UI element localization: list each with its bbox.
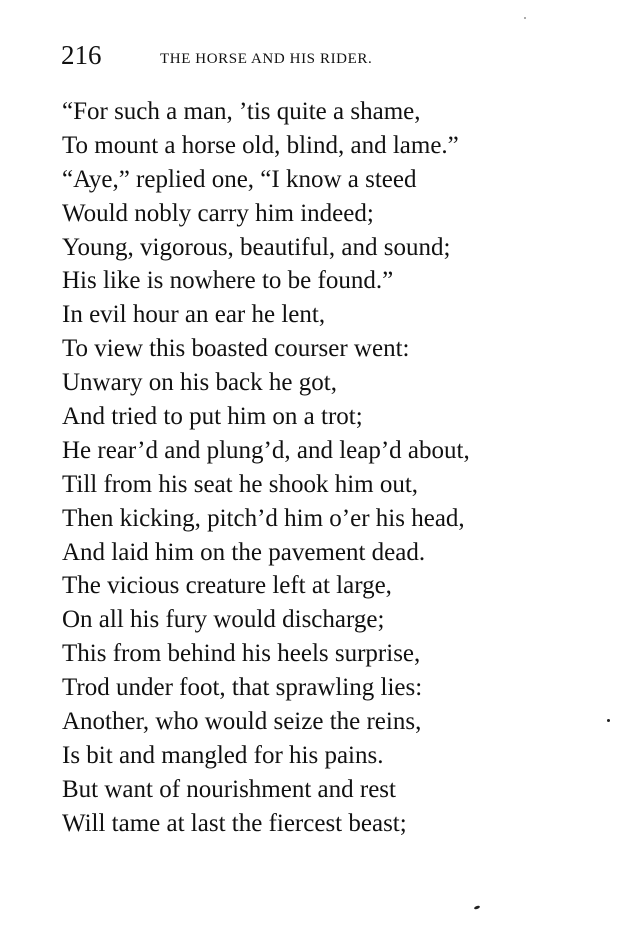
poem-text (62, 95, 470, 841)
page-number: 216 (61, 40, 102, 70)
running-title: THE HORSE AND HIS RIDER. (160, 51, 373, 67)
ink-speck (524, 17, 526, 19)
poem-line: The vicious creature left at large, (62, 572, 392, 600)
poem-line: But want of nourishment and rest (62, 775, 396, 803)
poem-line: Is bit and mangled for his pains. (62, 741, 384, 769)
poem-line: And laid him on the pavement dead. (62, 538, 426, 566)
poem-line: On all his fury would discharge; (62, 606, 385, 634)
poem-line: Unwary on his back he got, (62, 369, 337, 397)
poem-line: Will tame at last the fiercest beast; (62, 809, 407, 837)
poem-line: To view this boasted courser went: (62, 335, 410, 363)
poem-line: In evil hour an ear he lent, (62, 301, 326, 329)
poem-line: His like is nowhere to be found.” (62, 267, 394, 295)
poem-line: And tried to put him on a trot; (62, 403, 363, 431)
poem-line: Would nobly carry him indeed; (62, 199, 374, 227)
poem-line: Young, vigorous, beautiful, and sound; (62, 233, 451, 261)
poem-line: To mount a horse old, blind, and lame.” (62, 131, 459, 159)
poem-line: Then kicking, pitch’d him o’er his head, (62, 504, 465, 532)
poem-line: Another, who would seize the reins, (62, 708, 422, 736)
poem-line: “For such a man, ’tis quite a shame, (62, 98, 421, 125)
poem-line: “Aye,” replied one, “I know a steed (62, 165, 417, 193)
ink-speck (607, 719, 610, 722)
poem-line: This from behind his heels surprise, (62, 640, 421, 668)
ink-speck (474, 905, 481, 910)
poem-line: Trod under foot, that sprawling lies: (62, 674, 423, 702)
poem-line: Till from his seat he shook him out, (62, 470, 419, 498)
poem-line: He rear’d and plung’d, and leap’d about, (62, 436, 470, 464)
